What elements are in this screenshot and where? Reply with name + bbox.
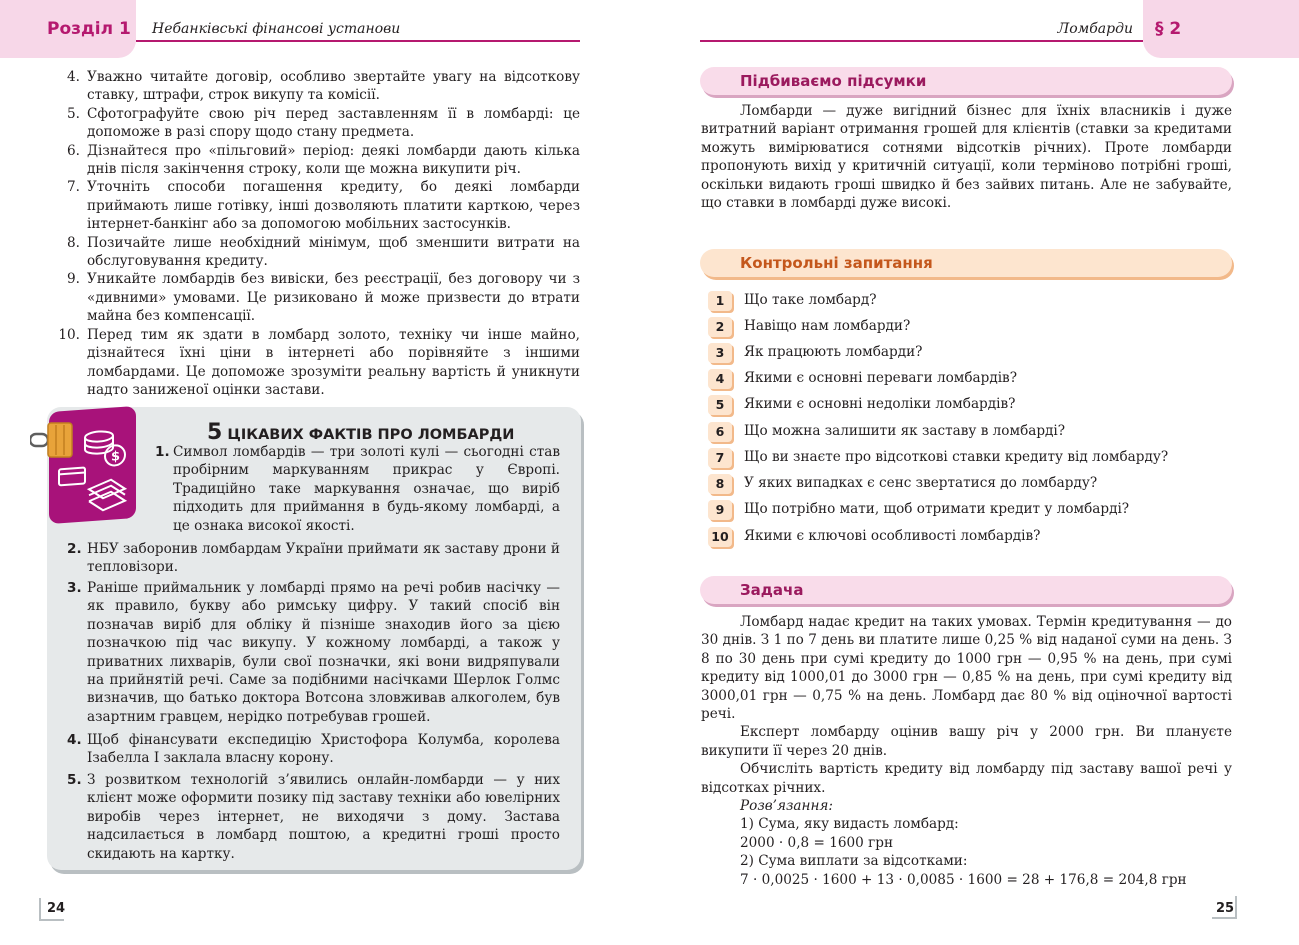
question-item [708, 291, 1228, 311]
svg-text:$: $ [111, 449, 121, 465]
task-heading [700, 576, 1232, 604]
list-item [48, 178, 580, 233]
solution-line: 2) Сума виплати за відсотками: [740, 853, 968, 870]
item-number: 6. [67, 142, 80, 159]
solution-line: 2000 · 0,8 = 1600 грн [740, 834, 894, 851]
question-item [708, 343, 1228, 363]
list-item [48, 270, 580, 325]
item-number: 5. [67, 105, 80, 122]
questions-heading-text: Контрольні запитання [740, 254, 933, 272]
item-number: 8. [67, 234, 80, 251]
page-number-left: 24 [47, 901, 66, 916]
page-number-right: 25 [1216, 901, 1235, 916]
facts-heading [207, 420, 514, 445]
questions-heading [700, 249, 1232, 277]
task-body [701, 613, 1232, 889]
question-number: 4 [708, 369, 732, 389]
summary-heading [700, 67, 1232, 95]
question-item [708, 474, 1228, 494]
question-number: 2 [708, 317, 732, 337]
header-rule [700, 40, 1143, 42]
fact-item [67, 579, 560, 726]
question-text: У яких випадках є сенс звертатися до ломбарду? [744, 475, 1098, 491]
fact-item [155, 443, 560, 535]
question-number: 9 [708, 500, 732, 520]
question-text: Навіщо нам ломбарди? [744, 318, 911, 334]
fact-number: 4. [67, 732, 82, 748]
question-item [708, 448, 1228, 468]
question-item [708, 500, 1228, 520]
question-item [708, 527, 1228, 547]
paragraph-tab [1143, 0, 1299, 58]
task-paragraph: Ломбард надає кредит на таких умовах. Термін кредитування — до 30 днів. З 1 по 7 день ви платите лише 0,25 % від наданої суми на день. З 8 по 30 день при сумі кредиту до 1000 грн — 0,95 % на день, при сумі кредиту від 1000,01 до 3000 грн — 0,85 % на день, при сумі кредиту від 3000,01 грн — 0,75 % на день. Ломбард дає 80 % від оціночної вартості речі. [701, 614, 1232, 723]
item-text: Сфотографуйте свою річ перед заставленням її в ломбарді: це допоможе в разі спору щодо стану предмета. [87, 105, 580, 141]
list-item [48, 326, 580, 400]
question-number: 3 [708, 343, 732, 363]
question-text: Як працюють ломбарди? [744, 344, 923, 360]
fact-number: 1. [155, 444, 170, 460]
section-label: Розділ 1 [47, 19, 131, 39]
item-text: Позичайте лише необхідний мінімум, щоб зменшити витрати на обслуговування кредиту. [87, 234, 580, 270]
fact-text: НБУ заборонив ломбардам України приймати як заставу дрони й тепловізори. [87, 541, 560, 576]
list-item [48, 68, 580, 105]
fact-text: Символ ломбардів — три золоті кулі — сьогодні став пробірним маркуванням прикрас у Європі. Традиційно таке маркування означає, що виріб підходить для приймання в будь-якому ломбарді, а це ознака високої якості. [173, 444, 560, 534]
item-number: 7. [67, 179, 80, 196]
question-text: Якими є основні переваги ломбардів? [744, 370, 1018, 386]
header-rule [136, 40, 580, 42]
question-text: Що таке ломбард? [744, 292, 877, 308]
item-number: 9. [67, 271, 80, 288]
fact-item [67, 731, 560, 768]
question-item [708, 395, 1228, 415]
paragraph-label: § 2 [1155, 19, 1182, 39]
fact-item [67, 771, 560, 863]
question-text: Що потрібно мати, щоб отримати кредит у ломбарді? [744, 501, 1130, 517]
fact-item [67, 540, 560, 577]
item-text: Уважно читайте договір, особливо звертайте увагу на відсоткову ставку, штрафи, строк викупу та комісії. [87, 69, 580, 104]
list-item [48, 105, 580, 142]
summary-heading-text: Підбиваємо підсумки [740, 72, 927, 90]
question-text: Якими є основні недоліки ломбардів? [744, 396, 1016, 412]
item-text: Уникайте ломбардів без вивіски, без реєстрації, без договору чи з «дивними» умовами. Це ризиковано й може призвести до втрати майна без компенсації. [87, 271, 580, 325]
item-number: 10. [58, 326, 80, 343]
question-item [708, 317, 1228, 337]
task-paragraph: Експерт ломбарду оцінив вашу річ у 2000 грн. Ви плануєте викупити її через 20 днів. [701, 724, 1232, 759]
question-number: 10 [708, 527, 732, 547]
question-number: 5 [708, 395, 732, 415]
facts-heading-text: ЦІКАВИХ ФАКТІВ ПРО ЛОМБАРДИ [227, 427, 515, 443]
list-item [48, 142, 580, 179]
solution-line: 7 · 0,0025 · 1600 + 13 · 0,0085 · 1600 = 28 + 176,8 = 204,8 грн [740, 871, 1187, 888]
question-number: 7 [708, 448, 732, 468]
question-number: 8 [708, 474, 732, 494]
fact-text: Раніше приймальник у ломбарді прямо на речі робив насічку — як правило, букву або римську цифру. У такий спосіб він позначав виріб для обліку й пізніше знаходив його за цією позначкою під час викупу. У кожному ломбарді, а також у приватних лихварів, були свої позначки, які вони видряпували на прийнятій речі. Саме за подібними насічками Шерлок Голмс визначив, що батько доктора Вотсона зловживав алкоголем, був азартним гравцем, нерідко потребував грошей. [87, 580, 560, 725]
list-item [48, 234, 580, 271]
fact-text: З розвитком технологій з’явились онлайн-ломбарди — у них клієнт може оформити позику під заставу техніки або ювелірних виробів через інтернет, не виходячи з дому. Застава надсилається в ломбард поштою, а кредитні гроші просто скидають на картку. [87, 772, 560, 862]
question-text: Що можна залишити як заставу в ломбарді? [744, 423, 1066, 439]
item-text: Дізнайтеся про «пільговий» період: деякі ломбарди дають кілька днів після закінчення строку, коли ще можна викупити річ. [87, 142, 580, 178]
facts-heading-number: 5 [207, 420, 223, 445]
question-number: 6 [708, 422, 732, 442]
item-text: Перед тим як здати в ломбард золото, техніку чи інше майно, дізнайтеся їхні ціни в інтернеті або порівняйте з іншими ломбардами. Це допоможе зрозуміти реальну вартість й уникнути надто заниженої оцінки застави. [87, 326, 580, 398]
solution-label: Розв’язання: [740, 798, 833, 815]
question-item [708, 369, 1228, 389]
task-heading-text: Задача [740, 581, 804, 599]
tips-list [48, 68, 580, 399]
question-number: 1 [708, 291, 732, 311]
task-paragraph: Обчисліть вартість кредиту від ломбарду під заставу вашої речі у відсотках річних. [701, 761, 1232, 796]
section-tab [0, 0, 136, 58]
chapter-title: Небанківські фінансові установи [152, 21, 401, 37]
fact-text: Щоб фінансувати експедицію Христофора Колумба, королева Ізабелла І заклала власну корону. [87, 732, 560, 767]
question-text: Що ви знаєте про відсоткові ставки кредиту від ломбарду? [744, 449, 1169, 465]
paragraph-title: Ломбарди [1057, 21, 1133, 37]
item-number: 4. [67, 69, 80, 85]
fact-number: 2. [67, 541, 82, 557]
item-text: Уточніть способи погашення кредиту, бо деякі ломбарди приймають лише готівку, інші дозволяють платити карткою, через інтернет-банкінг або за допомогою мобільних застосунків. [87, 179, 580, 233]
fact-number: 5. [67, 772, 82, 788]
summary-text: Ломбарди — дуже вигідний бізнес для їхніх власників і дуже витратний варіант отримання грошей для клієнтів (ставки за кредитами можуть вимірюватися сотнями відсотків річних). Проте ломбарди пропонують вихід у критичній ситуації, коли терміново потрібні гроші, оскільки видають гроші швидко й без зайвих питань. Але не забувайте, що ставки в ломбарді дуже високі. [701, 103, 1232, 212]
question-item [708, 422, 1228, 442]
question-text: Якими є ключові особливості ломбардів? [744, 528, 1041, 544]
solution-line: 1) Сума, яку видасть ломбард: [740, 816, 959, 833]
fact-number: 3. [67, 580, 82, 596]
binder-clip-icon [30, 421, 76, 459]
